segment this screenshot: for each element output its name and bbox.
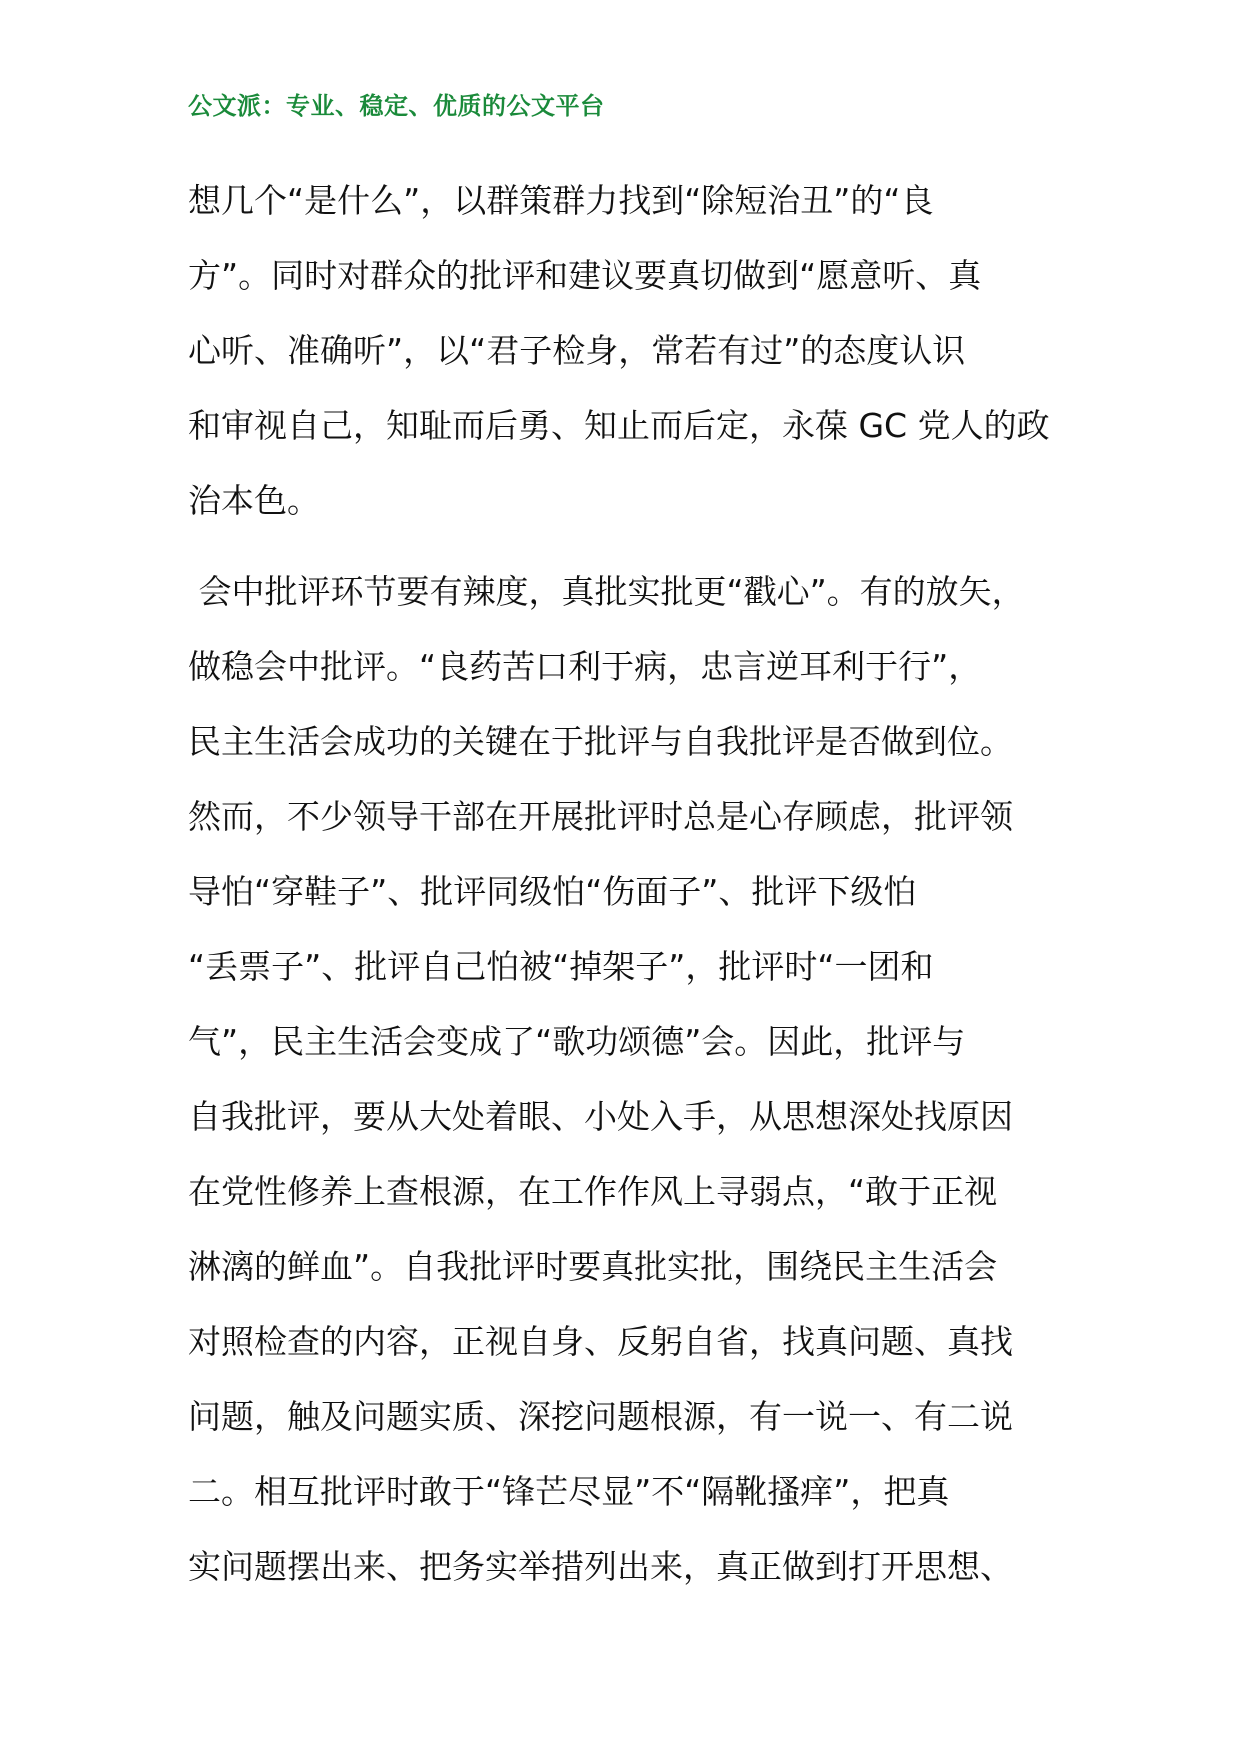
text-line: 方”。同时对群众的批评和建议要真切做到“愿意听、真 [188, 256, 982, 295]
text-line: 导怕“穿鞋子”、批评同级怕“伤面子”、批评下级怕 [188, 872, 917, 911]
text-line: 自我批评，要从大处着眼、小处入手，从思想深处找原因 [188, 1097, 1013, 1136]
text-line: 在党性修养上查根源，在工作作风上寻弱点，“敢于正视 [188, 1172, 998, 1211]
paragraph-2 [188, 554, 1088, 1604]
document-body [188, 163, 1088, 1604]
text-line: 民主生活会成功的关键在于批评与自我批评是否做到位。 [188, 722, 1013, 761]
text-line: 治本色。 [188, 481, 320, 520]
header-title: 公文派：专业、稳定、优质的公文平台 [188, 91, 605, 120]
paragraph-1 [188, 163, 1088, 538]
text-line: 问题，触及问题实质、深挖问题根源，有一说一、有二说 [188, 1397, 1013, 1436]
text-line: 想几个“是什么”，以群策群力找到“除短治丑”的“良 [188, 181, 934, 220]
text-line: “丢票子”、批评自己怕被“掉架子”，批评时“一团和 [188, 947, 934, 986]
text-line: 淋漓的鲜血”。自我批评时要真批实批，围绕民主生活会 [188, 1247, 998, 1286]
text-line: 会中批评环节要有辣度，真批实批更“戳心”。有的放矢， [188, 572, 1025, 611]
text-line: 二。相互批评时敢于“锋芒尽显”不“隔靴搔痒”，把真 [188, 1472, 950, 1511]
text-line: 心听、准确听”，以“君子检身，常若有过”的态度认识 [188, 331, 966, 370]
text-line: 气”，民主生活会变成了“歌功颂德”会。因此，批评与 [188, 1022, 966, 1061]
text-line: 和审视自己，知耻而后勇、知止而后定，永葆 GC 党人的政 [188, 406, 1050, 445]
text-line: 做稳会中批评。“良药苦口利于病，忠言逆耳利于行”， [188, 647, 982, 686]
text-line: 然而，不少领导干部在开展批评时总是心存顾虑，批评领 [188, 797, 1013, 836]
text-line: 对照检查的内容，正视自身、反躬自省，找真问题、真找 [188, 1322, 1013, 1361]
text-line: 实问题摆出来、把务实举措列出来，真正做到打开思想、 [188, 1547, 1013, 1586]
paragraph-gap [188, 538, 1088, 554]
